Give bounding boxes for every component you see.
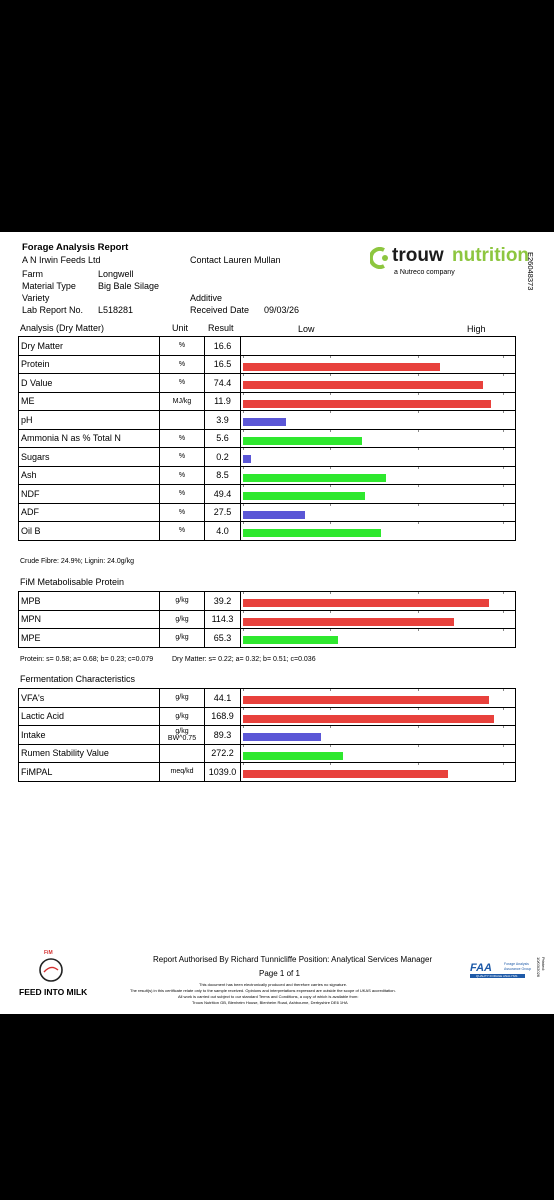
result-bar xyxy=(243,715,494,723)
additive-label: Additive xyxy=(190,293,223,303)
row-bar-cell xyxy=(241,610,516,629)
scale-tick xyxy=(243,726,244,728)
contact-name: Contact Lauren Mullan xyxy=(190,255,281,265)
table-row xyxy=(19,763,516,782)
received-label: Received Date xyxy=(190,305,250,315)
row-result: 65.3 xyxy=(205,629,241,648)
scale-tick xyxy=(418,485,419,487)
scale-tick xyxy=(243,430,244,432)
scale-tick xyxy=(503,448,504,450)
scale-tick xyxy=(503,689,504,691)
row-unit xyxy=(160,411,205,430)
row-bar-cell xyxy=(241,466,516,485)
row-bar-cell xyxy=(241,374,516,393)
scale-tick xyxy=(418,356,419,358)
brand-name-part2: nutrition xyxy=(452,245,530,266)
feed-into-milk-logo xyxy=(18,950,88,1006)
scale-tick xyxy=(418,504,419,506)
table-row xyxy=(19,610,516,629)
disclaimer-3: All work is carried out subject to our standard Terms and Conditions, a copy of which is available from: xyxy=(178,994,359,999)
row-result: 11.9 xyxy=(205,392,241,411)
scale-tick xyxy=(243,374,244,376)
scale-tick xyxy=(418,611,419,613)
row-name: VFA's xyxy=(19,689,160,708)
scale-tick xyxy=(503,522,504,524)
row-bar-cell xyxy=(241,355,516,374)
row-name: NDF xyxy=(19,485,160,504)
table-row xyxy=(19,448,516,467)
fibre-note: Crude Fibre: 24.9%; Lignin: 24.0g/kg xyxy=(20,558,135,565)
result-bar xyxy=(243,752,343,760)
scale-tick xyxy=(330,689,331,691)
row-result: 27.5 xyxy=(205,503,241,522)
result-bar xyxy=(243,455,251,463)
scale-tick xyxy=(243,356,244,358)
scale-tick xyxy=(330,411,331,413)
scale-tick xyxy=(243,467,244,469)
scale-tick xyxy=(418,467,419,469)
scale-tick xyxy=(330,522,331,524)
row-name: MPB xyxy=(19,592,160,611)
farm-label: Farm xyxy=(22,269,43,279)
row-name: Sugars xyxy=(19,448,160,467)
row-unit: % xyxy=(160,337,205,356)
scale-tick xyxy=(243,629,244,631)
scale-tick xyxy=(503,726,504,728)
fim-wordmark: FEED INTO MILK xyxy=(19,987,88,997)
scale-tick xyxy=(330,611,331,613)
table-row xyxy=(19,374,516,393)
row-unit: % xyxy=(160,429,205,448)
row-name: MPE xyxy=(19,629,160,648)
row-bar-cell xyxy=(241,503,516,522)
result-bar xyxy=(243,492,365,500)
result-bar xyxy=(243,400,491,408)
scale-tick xyxy=(503,411,504,413)
report-sheet xyxy=(0,232,554,1014)
table-row xyxy=(19,689,516,708)
table-row xyxy=(19,485,516,504)
table-row xyxy=(19,726,516,745)
row-result: 272.2 xyxy=(205,744,241,763)
row-bar-cell xyxy=(241,448,516,467)
row-unit: % xyxy=(160,485,205,504)
row-unit: g/kg xyxy=(160,689,205,708)
scale-tick xyxy=(330,745,331,747)
scale-tick xyxy=(243,522,244,524)
table-row xyxy=(19,503,516,522)
faa-text3: QUALITY FORAGE ANALYSIS xyxy=(476,974,518,978)
faa-text2: Assurance Group xyxy=(504,967,532,971)
row-bar-cell xyxy=(241,337,516,356)
scale-tick xyxy=(330,430,331,432)
row-result: 16.5 xyxy=(205,355,241,374)
result-bar xyxy=(243,733,321,741)
row-name: ME xyxy=(19,392,160,411)
report-title: Forage Analysis Report xyxy=(22,242,129,253)
result-bar xyxy=(243,381,483,389)
row-unit: % xyxy=(160,374,205,393)
scale-tick xyxy=(243,611,244,613)
scale-tick xyxy=(330,467,331,469)
scale-tick xyxy=(503,611,504,613)
row-result: 74.4 xyxy=(205,374,241,393)
scale-tick xyxy=(243,411,244,413)
scale-tick xyxy=(418,629,419,631)
row-name: Dry Matter xyxy=(19,337,160,356)
scale-tick xyxy=(330,763,331,765)
row-unit: % xyxy=(160,466,205,485)
scale-tick xyxy=(503,708,504,710)
scale-tick xyxy=(418,763,419,765)
scale-tick xyxy=(418,393,419,395)
scale-tick xyxy=(330,629,331,631)
row-unit: g/kg xyxy=(160,629,205,648)
row-unit: % xyxy=(160,503,205,522)
scale-tick xyxy=(503,629,504,631)
table-row xyxy=(19,707,516,726)
section-title-mp: FiM Metabolisable Protein xyxy=(20,577,125,587)
farm-value: Longwell xyxy=(98,269,134,279)
row-bar-cell xyxy=(241,592,516,611)
row-name: pH xyxy=(19,411,160,430)
row-unit xyxy=(160,744,205,763)
fermentation-table xyxy=(18,688,516,782)
analysis-table xyxy=(18,336,516,541)
labno-label: Lab Report No. xyxy=(22,305,84,315)
scale-tick xyxy=(330,448,331,450)
scale-tick xyxy=(503,393,504,395)
table-row xyxy=(19,337,516,356)
company-name: A N Irwin Feeds Ltd xyxy=(22,255,101,265)
scale-tick xyxy=(418,726,419,728)
scale-tick xyxy=(243,485,244,487)
scale-tick xyxy=(418,592,419,594)
table-row xyxy=(19,592,516,611)
scale-tick xyxy=(503,374,504,376)
table-row xyxy=(19,629,516,648)
result-bar xyxy=(243,529,381,537)
scale-tick xyxy=(418,374,419,376)
received-value: 09/03/26 xyxy=(264,305,300,315)
row-bar-cell xyxy=(241,485,516,504)
row-name: Lactic Acid xyxy=(19,707,160,726)
row-result: 168.9 xyxy=(205,707,241,726)
side-code-2: Printed: 10/03/2026 xyxy=(536,957,546,978)
col-result: Result xyxy=(208,323,234,333)
brand-tagline: a Nutreco company xyxy=(394,269,455,276)
scale-tick xyxy=(243,448,244,450)
col-high: High xyxy=(467,324,486,334)
disclaimer-1: This document has been electronically produced and therefore carries no signature. xyxy=(199,982,348,987)
scale-tick xyxy=(418,689,419,691)
side-code: E26048373 xyxy=(526,252,535,291)
col-low: Low xyxy=(298,324,315,334)
scale-tick xyxy=(243,504,244,506)
row-name: ADF xyxy=(19,503,160,522)
row-name: MPN xyxy=(19,610,160,629)
row-result: 3.9 xyxy=(205,411,241,430)
row-bar-cell xyxy=(241,411,516,430)
row-bar-cell xyxy=(241,429,516,448)
col-unit: Unit xyxy=(172,323,189,333)
scale-tick xyxy=(418,708,419,710)
scale-tick xyxy=(243,689,244,691)
scale-tick xyxy=(418,745,419,747)
table-row xyxy=(19,392,516,411)
scale-tick xyxy=(503,592,504,594)
result-bar xyxy=(243,599,489,607)
row-unit: meq/kd xyxy=(160,763,205,782)
row-unit: g/kg xyxy=(160,592,205,611)
row-result: 44.1 xyxy=(205,689,241,708)
row-bar-cell xyxy=(241,707,516,726)
row-name: FiMPAL xyxy=(19,763,160,782)
scale-tick xyxy=(330,592,331,594)
row-name: Intake xyxy=(19,726,160,745)
fim-small-mark: FiM xyxy=(44,950,53,956)
row-result: 16.6 xyxy=(205,337,241,356)
scale-tick xyxy=(330,356,331,358)
result-bar xyxy=(243,511,305,519)
row-bar-cell xyxy=(241,392,516,411)
faa-logo xyxy=(470,962,530,982)
scale-tick xyxy=(503,485,504,487)
table-row xyxy=(19,466,516,485)
scale-tick xyxy=(330,726,331,728)
result-bar xyxy=(243,696,489,704)
row-unit: % xyxy=(160,522,205,541)
row-name: Ash xyxy=(19,466,160,485)
scale-tick xyxy=(330,485,331,487)
scale-tick xyxy=(243,708,244,710)
table-row xyxy=(19,355,516,374)
scale-tick xyxy=(503,763,504,765)
scale-tick xyxy=(330,374,331,376)
result-bar xyxy=(243,636,338,644)
scale-tick xyxy=(243,592,244,594)
scale-tick xyxy=(418,411,419,413)
scale-tick xyxy=(243,393,244,395)
row-bar-cell xyxy=(241,522,516,541)
scale-tick xyxy=(243,763,244,765)
scale-tick xyxy=(418,448,419,450)
result-bar xyxy=(243,474,386,482)
variety-label: Variety xyxy=(22,293,50,303)
disclaimer-4: Trouw Nutrition GB, Blenheim House, Blenheim Road, Ashbourne, Derbyshire DE6 1HA xyxy=(192,1000,348,1005)
row-result: 0.2 xyxy=(205,448,241,467)
scale-tick xyxy=(330,708,331,710)
row-unit: g/kg xyxy=(160,707,205,726)
row-result: 8.5 xyxy=(205,466,241,485)
page-number: Page 1 of 1 xyxy=(259,969,300,978)
scale-tick xyxy=(330,393,331,395)
row-bar-cell xyxy=(241,689,516,708)
result-bar xyxy=(243,363,440,371)
table-row xyxy=(19,411,516,430)
scale-tick xyxy=(418,522,419,524)
row-name: Protein xyxy=(19,355,160,374)
scale-tick xyxy=(503,430,504,432)
row-name: Ammonia N as % Total N xyxy=(19,429,160,448)
row-unit: MJ/kg xyxy=(160,392,205,411)
scale-tick xyxy=(503,467,504,469)
row-name: D Value xyxy=(19,374,160,393)
row-unit: % xyxy=(160,355,205,374)
material-value: Big Bale Silage xyxy=(98,281,160,291)
result-bar xyxy=(243,618,454,626)
result-bar xyxy=(243,418,286,426)
row-name: Oil B xyxy=(19,522,160,541)
protein-note: Protein: s= 0.58; a= 0.68; b= 0.23; c=0.079 xyxy=(20,656,154,663)
mp-table xyxy=(18,591,516,648)
result-bar xyxy=(243,770,448,778)
drymatter-note: Dry Matter: s= 0.22; a= 0.32; b= 0.51; c=0.036 xyxy=(172,656,316,663)
section-title-ferm: Fermentation Characteristics xyxy=(20,674,136,684)
row-result: 114.3 xyxy=(205,610,241,629)
row-bar-cell xyxy=(241,629,516,648)
row-result: 49.4 xyxy=(205,485,241,504)
result-bar xyxy=(243,437,362,445)
row-unit: g/kg BW^0.75 xyxy=(160,726,205,745)
row-bar-cell xyxy=(241,763,516,782)
col-analysis: Analysis (Dry Matter) xyxy=(20,323,105,333)
row-bar-cell xyxy=(241,726,516,745)
faa-text1: Forage Analysis xyxy=(504,962,529,966)
row-result: 89.3 xyxy=(205,726,241,745)
brand-name-part1: trouw xyxy=(392,245,444,266)
row-name: Rumen Stability Value xyxy=(19,744,160,763)
material-label: Material Type xyxy=(22,281,76,291)
row-unit: % xyxy=(160,448,205,467)
scale-tick xyxy=(503,504,504,506)
scale-tick xyxy=(330,504,331,506)
scale-tick xyxy=(418,430,419,432)
row-result: 39.2 xyxy=(205,592,241,611)
scale-tick xyxy=(503,356,504,358)
disclaimer-2: The result(s) in this certificate relate only to the sample received. Opinions and interpretations expressed are outside the scope of UKAS accreditation. xyxy=(130,988,396,993)
table-row xyxy=(19,744,516,763)
faa-mark: FAA xyxy=(470,962,492,974)
milk-circle-icon xyxy=(36,956,66,984)
authorised-by: Report Authorised By Richard Tunnicliffe Position: Analytical Services Manager xyxy=(153,955,433,964)
table-row xyxy=(19,522,516,541)
table-row xyxy=(19,429,516,448)
scale-tick xyxy=(243,745,244,747)
scale-tick xyxy=(503,745,504,747)
row-result: 5.6 xyxy=(205,429,241,448)
row-bar-cell xyxy=(241,744,516,763)
row-unit: g/kg xyxy=(160,610,205,629)
row-result: 1039.0 xyxy=(205,763,241,782)
labno-value: L518281 xyxy=(98,305,134,315)
row-result: 4.0 xyxy=(205,522,241,541)
